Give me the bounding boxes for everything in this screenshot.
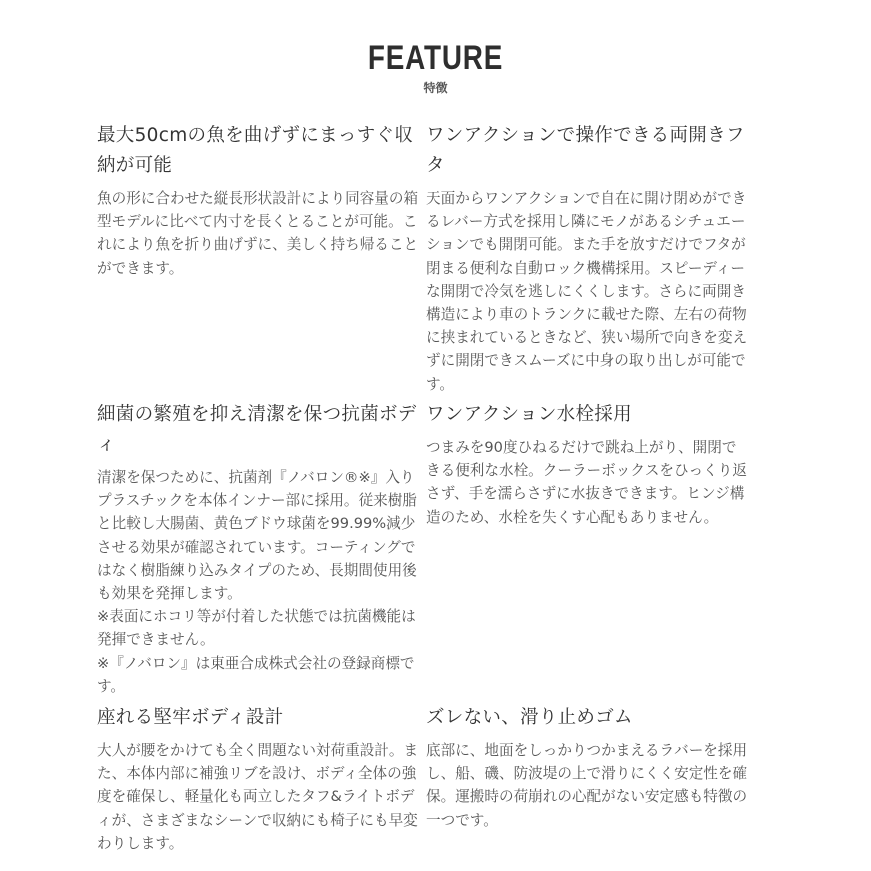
feature-description: 底部に、地面をしっかりつかまえるラバーを採用し、船、磯、防波堤の上で滑りにくく安定性を確保。運搬時の荷崩れの心配がない安定感も特徴の一つです。 xyxy=(426,742,748,829)
feature-heading: ワンアクションで操作できる両開きフタ xyxy=(426,125,745,176)
feature-straight-storage xyxy=(97,121,419,280)
feature-description: 天面からワンアクションで自在に開け閉めができるレバー方式を採用し隣にモノがあるシチュエーションでも開閉可能。また手を放すだけでフタが閉まる便利な自動ロック機構採用。スピーディーな開閉で冷気を逃しにくくします。さらに両開き構造により車のトランクに載せた際、左右の荷物に挟まれているときなど、狭い場所で向きを変えずに開閉できスムーズに中身の取り出しが可能です。 xyxy=(426,190,748,393)
page-header xyxy=(0,38,871,96)
page-subtitle: 特徴 xyxy=(423,81,448,95)
feature-sturdy-body xyxy=(97,703,419,855)
feature-non-slip-rubber xyxy=(426,703,748,832)
feature-heading: 最大50cmの魚を曲げずにまっすぐ収納が可能 xyxy=(97,125,414,176)
feature-one-action-drain xyxy=(426,400,748,529)
page-title: FEATURE xyxy=(367,39,504,77)
feature-description: 清潔を保つために、抗菌剤『ノバロン®※』入りプラスチックを本体インナー部に採用。従来樹脂と比較し大腸菌、黄色ブドウ球菌を99.99%減少させる効果が確認されています。コーティングではなく樹脂練り込みタイプのため、長期間使用後も効果を発揮します。 ※表面にホコリ等が付着した状態では抗菌機能は発揮できません。 ※『ノバロン』は東亜合成株式会社の登録商標です。 xyxy=(97,469,417,695)
feature-heading: 細菌の繁殖を抑え清潔を保つ抗菌ボディ xyxy=(97,404,417,455)
feature-heading: ズレない、滑り止めゴム xyxy=(426,707,633,728)
feature-heading: 座れる堅牢ボディ設計 xyxy=(97,707,284,728)
feature-heading: ワンアクション水栓採用 xyxy=(426,404,632,425)
feature-description: 大人が腰をかけても全く問題ない対荷重設計。また、本体内部に補強リブを設け、ボディ全体の強度を確保し、軽量化も両立したタフ&ライトボディが、さまざまなシーンで収納にも椅子にも早変わりします。 xyxy=(97,742,419,852)
feature-description: つまみを90度ひねるだけで跳ね上がり、開閉できる便利な水栓。クーラーボックスをひっくり返さず、手を濡らさずに水抜きできます。ヒンジ構造のため、水栓を失くす心配もありません。 xyxy=(426,439,747,526)
feature-antibacterial-body xyxy=(97,400,419,698)
feature-double-opening-lid xyxy=(426,121,748,396)
feature-description: 魚の形に合わせた縦長形状設計により同容量の箱型モデルに比べて内寸を長くとることが可能。これにより魚を折り曲げずに、美しく持ち帰ることができます。 xyxy=(97,190,419,277)
